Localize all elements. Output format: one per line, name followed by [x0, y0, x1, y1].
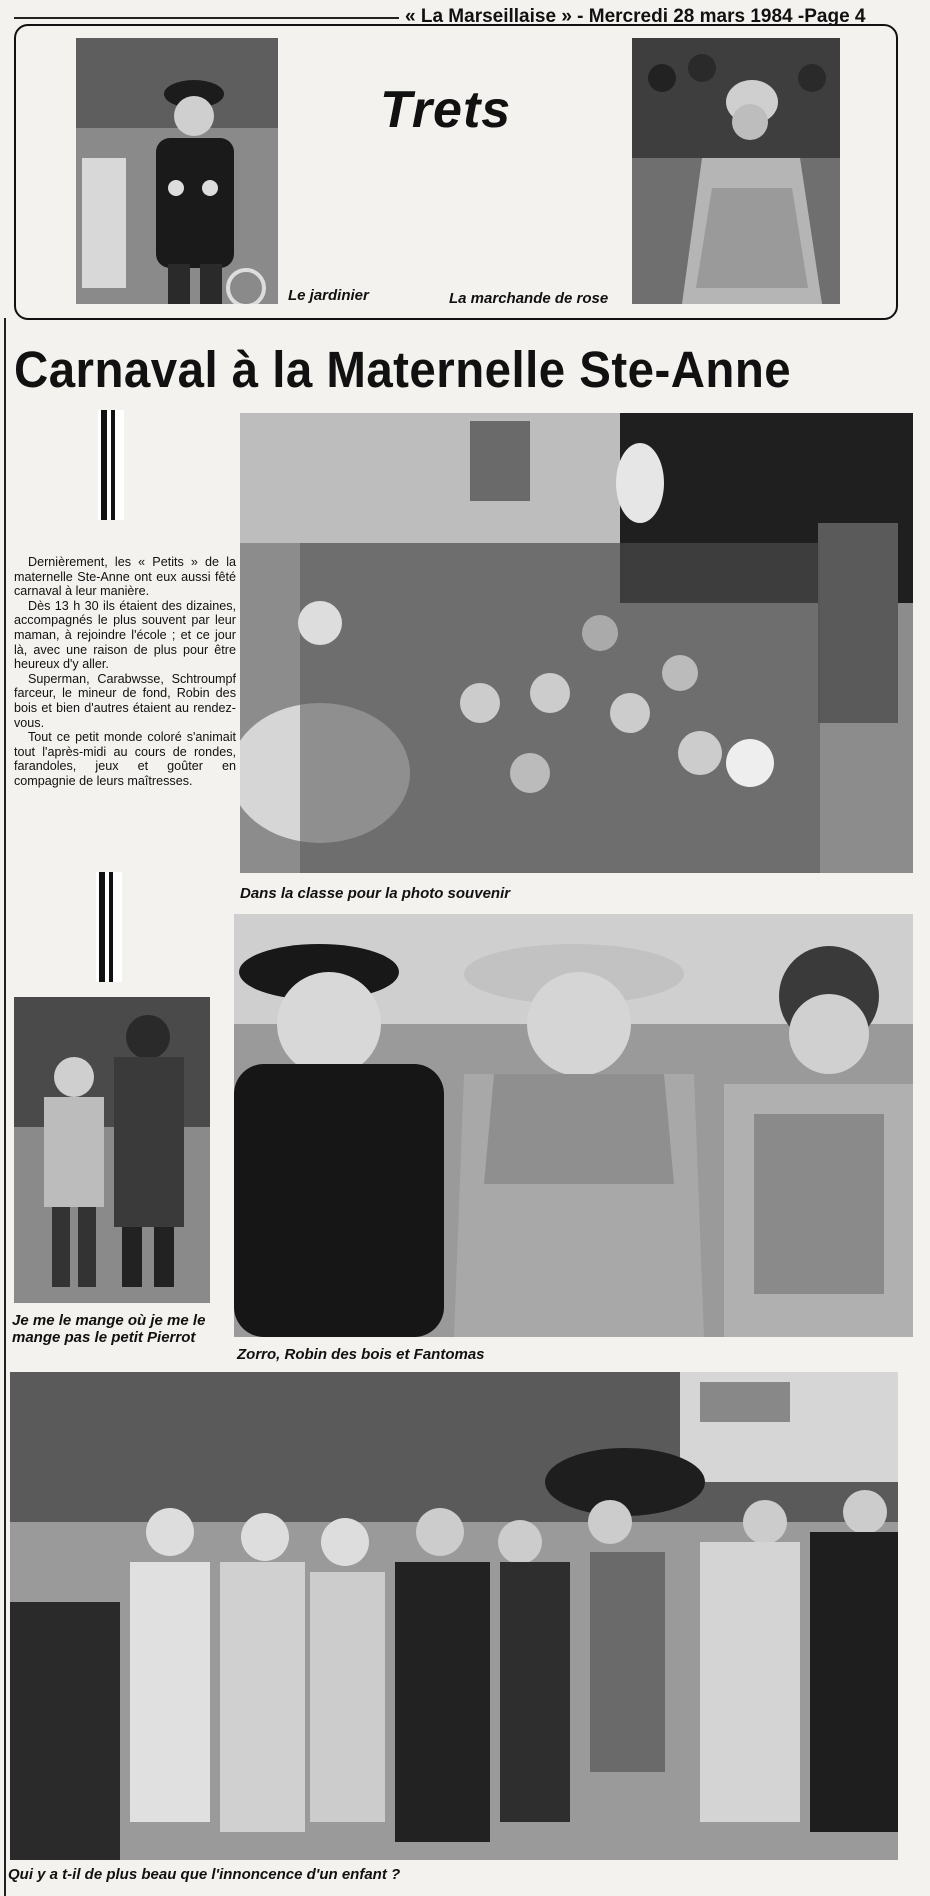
left-column-rule [4, 318, 6, 1896]
column-ornament-top [98, 410, 124, 520]
article-paragraph: Dernièrement, les « Petits » de la maternelle Ste-Anne ont eux aussi fêté carnaval à leur manière. [14, 555, 236, 599]
photo-zorro-robin-fantomas [234, 914, 913, 1337]
article-headline: Carnaval à la Maternelle Ste-Anne [14, 341, 792, 398]
town-title: Trets [380, 81, 512, 139]
caption-rose-seller: La marchande de rose [449, 290, 609, 307]
article-paragraph: Dès 13 h 30 ils étaient des dizaines, accompagnés le plus souvent par leur maman, à rejoindre l'école ; et ce jour là, avec une raison de plus pour être heureux d'y aller. [14, 598, 236, 672]
caption-trio: Zorro, Robin des bois et Fantomas [237, 1346, 485, 1363]
newspaper-header: « La Marseillaise » - Mercredi 28 mars 1984 -Page 4 [405, 6, 866, 27]
article-paragraph: Superman, Carabwsse, Schtroumpf farceur, le mineur de fond, Robin des bois et bien d'autres étaient au rendez-vous. [14, 671, 236, 730]
photo-pierrot [14, 997, 210, 1303]
article-body [14, 555, 236, 789]
photo-classroom [240, 413, 913, 873]
photo-gardener [76, 38, 278, 304]
article-paragraph: Tout ce petit monde coloré s'animait tout l'après-midi au cours de rondes, farandoles, jeux et goûter en compagnie de leurs maîtresses. [14, 730, 236, 788]
photo-rose-seller [632, 38, 840, 304]
photo-group [10, 1372, 898, 1860]
caption-gardener: Le jardinier [288, 287, 369, 304]
caption-group: Qui y a t-il de plus beau que l'innoncence d'un enfant ? [8, 1866, 401, 1883]
header-rule [14, 17, 399, 19]
column-ornament-bottom [96, 872, 122, 982]
caption-pierrot: Je me le mange où je me le mange pas le petit Pierrot [12, 1312, 206, 1346]
caption-classroom: Dans la classe pour la photo souvenir [240, 885, 511, 902]
